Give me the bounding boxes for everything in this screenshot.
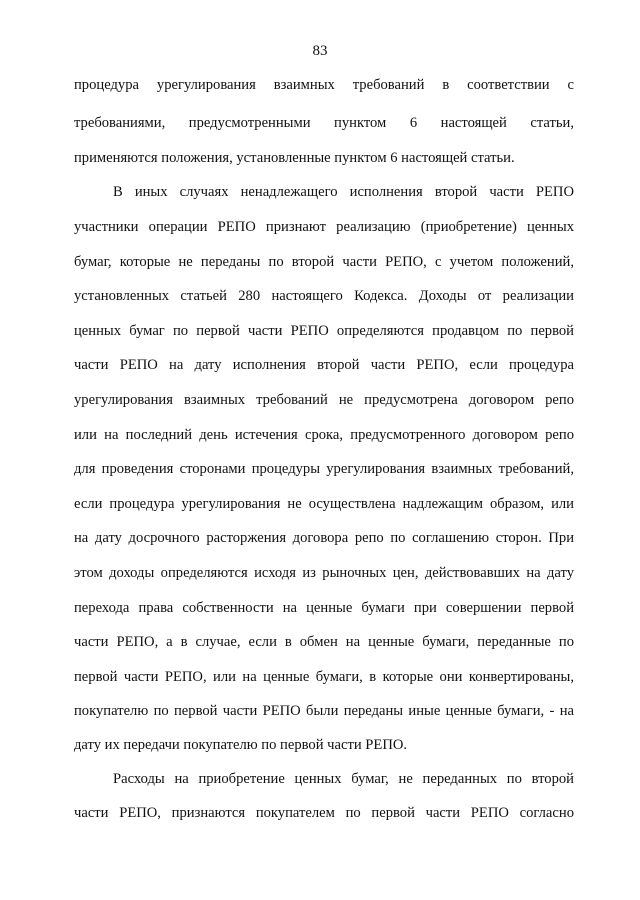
paragraph-2-line-16: покупателю по первой части РЕПО были переданы иные ценные бумаги, - на bbox=[74, 703, 574, 719]
paragraph-2-line-3: бумаг, которые не переданы по второй части РЕПО, с учетом положений, bbox=[74, 254, 574, 270]
paragraph-2-line-7: урегулирования взаимных требований не предусмотрена договором репо bbox=[74, 392, 574, 408]
paragraph-2-line-12: этом доходы определяются исходя из рыночных цен, действовавших на дату bbox=[74, 565, 574, 581]
paragraph-2-line-5: ценных бумаг по первой части РЕПО определяются продавцом по первой bbox=[74, 323, 574, 339]
paragraph-3-line-1: Расходы на приобретение ценных бумаг, не переданных по второй bbox=[113, 771, 574, 787]
paragraph-2-line-11: на дату досрочного расторжения договора репо по соглашению сторон. При bbox=[74, 530, 574, 546]
paragraph-2-line-10: если процедура урегулирования не осуществлена надлежащим образом, или bbox=[74, 496, 574, 512]
paragraph-1-line-3: применяются положения, установленные пунктом 6 настоящей статьи. bbox=[74, 150, 515, 166]
paragraph-2-line-6: части РЕПО на дату исполнения второй части РЕПО, если процедура bbox=[74, 357, 574, 373]
paragraph-2-line-1: В иных случаях ненадлежащего исполнения второй части РЕПО bbox=[113, 184, 574, 200]
paragraph-2-line-15: первой части РЕПО, или на ценные бумаги, в которые они конвертированы, bbox=[74, 669, 574, 685]
paragraph-2-line-17: дату их передачи покупателю по первой части РЕПО. bbox=[74, 737, 408, 753]
paragraph-2-line-9: для проведения сторонами процедуры урегулирования взаимных требований, bbox=[74, 461, 574, 477]
paragraph-2-line-13: перехода права собственности на ценные бумаги при совершении первой bbox=[74, 600, 574, 616]
paragraph-2-line-4: установленных статьей 280 настоящего Кодекса. Доходы от реализации bbox=[74, 288, 574, 304]
paragraph-1-line-2: требованиями, предусмотренными пунктом 6 настоящей статьи, bbox=[74, 115, 574, 131]
paragraph-2-line-2: участники операции РЕПО признают реализацию (приобретение) ценных bbox=[74, 219, 574, 235]
paragraph-2-line-8: или на последний день истечения срока, предусмотренного договором репо bbox=[74, 427, 574, 443]
paragraph-1-line-1: процедура урегулирования взаимных требований в соответствии с bbox=[74, 77, 574, 93]
paragraph-2-line-14: части РЕПО, а в случае, если в обмен на ценные бумаги, переданные по bbox=[74, 634, 574, 650]
paragraph-3-line-2: части РЕПО, признаются покупателем по первой части РЕПО согласно bbox=[74, 805, 574, 821]
page-number: 83 bbox=[312, 43, 328, 59]
